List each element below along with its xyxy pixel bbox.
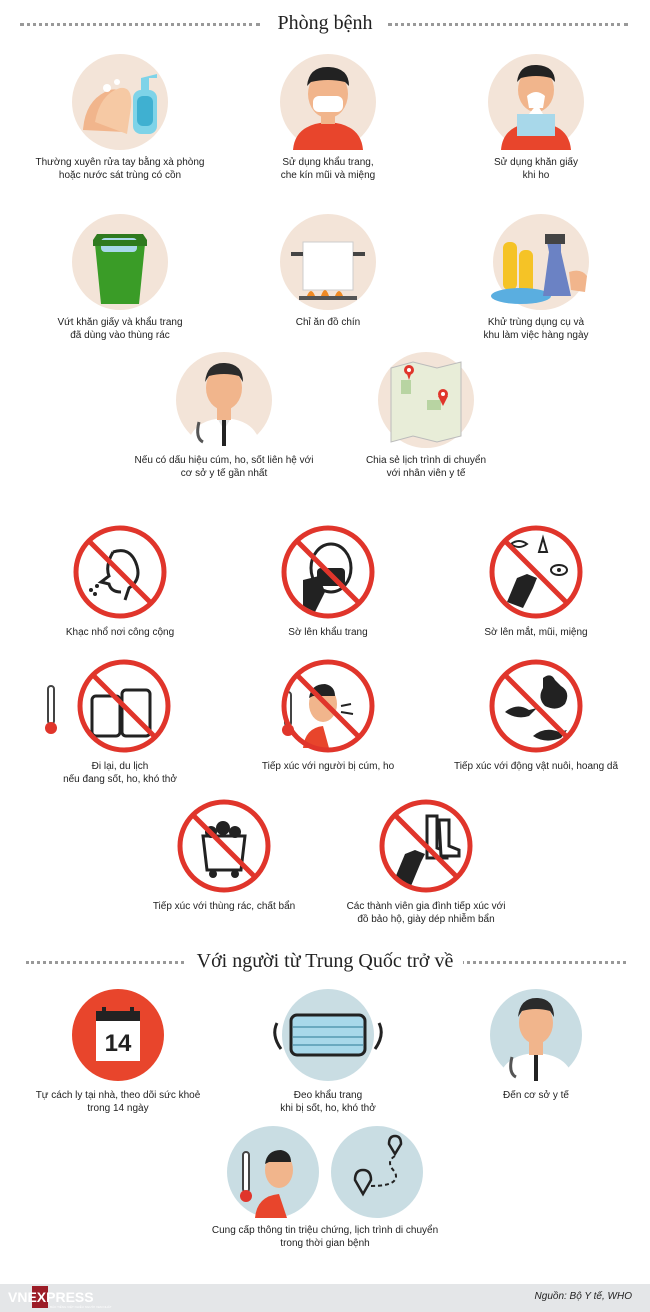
hand-wash-icon — [65, 52, 175, 152]
surgical-mask-icon — [263, 985, 393, 1085]
prevention-item — [124, 350, 324, 480]
returnee-caption: Đeo khẩu trang khi bị sốt, ho, khó thở — [280, 1090, 376, 1114]
face-mask-icon — [273, 52, 383, 152]
prevention-item — [20, 52, 220, 182]
prevention-caption: Sử dụng khăn giấy khi ho — [494, 157, 578, 181]
disinfect-spray-icon — [481, 212, 591, 312]
calendar-icon — [68, 985, 168, 1085]
no-touch-mask-icon — [273, 522, 383, 622]
avoid-caption: Khạc nhổ nơi công cộng — [65, 627, 175, 638]
map-pin-icon — [371, 350, 481, 450]
no-garbage-icon — [169, 796, 279, 896]
doctor-icon — [169, 350, 279, 450]
prevention-title: Phòng bệnh — [268, 12, 383, 34]
avoid-item — [20, 522, 220, 639]
source-note: Nguồn: Bộ Y tế, WHO — [534, 1291, 632, 1302]
no-spitting-icon — [65, 522, 175, 622]
avoid-item — [436, 656, 636, 773]
tissue-icon — [481, 52, 591, 152]
prevention-caption: Chia sẻ lịch trình di chuyển với nhân viên y tế — [365, 455, 487, 479]
returnee-item — [18, 985, 218, 1115]
prevention-item — [20, 212, 220, 342]
returnee-item — [228, 985, 428, 1115]
prevention-caption: Vứt khăn giấy và khẩu trang đã dùng vào thùng rác — [57, 317, 183, 341]
returnees-title: Với người từ Trung Quốc trở về — [187, 950, 464, 972]
prevention-item — [228, 212, 428, 329]
avoid-item — [20, 656, 220, 786]
calendar-number: 14 — [104, 1030, 132, 1057]
avoid-caption: Tiếp xúc với thùng rác, chất bẩn — [152, 901, 296, 912]
no-touch-face-icon — [481, 522, 591, 622]
avoid-item — [124, 796, 324, 913]
symptoms-route-icon — [225, 1124, 425, 1220]
no-contact-sick-icon — [273, 656, 383, 756]
returnee-caption: Tự cách ly tại nhà, theo dõi sức khoẻ trong 14 ngày — [35, 1090, 201, 1114]
no-travel-icon — [40, 656, 200, 756]
prevention-caption: Nếu có dấu hiệu cúm, ho, sốt liên hệ với cơ sở y tế gần nhất — [134, 455, 314, 479]
avoid-caption: Các thành viên gia đình tiếp xúc với đồ bảo hộ, giày dép nhiễm bẩn — [346, 901, 506, 925]
avoid-item — [326, 796, 526, 926]
footer — [0, 1284, 650, 1312]
returnee-item — [436, 985, 636, 1102]
avoid-caption: Đi lại, du lịch nếu đang sốt, ho, khó thở — [63, 761, 177, 785]
avoid-caption: Sờ lên mắt, mũi, miệng — [484, 627, 588, 638]
trash-bin-icon — [65, 212, 175, 312]
avoid-caption: Sờ lên khẩu trang — [288, 627, 368, 638]
prevention-caption: Chỉ ăn đồ chín — [295, 317, 361, 328]
prevention-item — [436, 212, 636, 342]
avoid-item — [228, 522, 428, 639]
doctor-icon — [486, 985, 586, 1085]
vnexpress-logo — [6, 1286, 126, 1310]
returnee-item — [160, 1124, 490, 1250]
returnee-caption: Đến cơ sở y tế — [503, 1090, 569, 1101]
avoid-caption: Tiếp xúc với động vật nuôi, hoang dã — [453, 761, 619, 772]
prevention-caption: Khử trùng dụng cụ và khu làm việc hàng ngày — [483, 317, 589, 341]
prevention-caption: Sử dụng khẩu trang, che kín mũi và miệng — [280, 157, 376, 181]
logo-text: VNEXPRESS — [8, 1289, 94, 1305]
avoid-caption: Tiếp xúc với người bị cúm, ho — [261, 761, 395, 772]
prevention-item — [326, 350, 526, 480]
no-animals-icon — [481, 656, 591, 756]
cooking-pot-icon — [273, 212, 383, 312]
prevention-item — [436, 52, 636, 182]
avoid-item — [436, 522, 636, 639]
avoid-item — [228, 656, 428, 773]
prevention-heading — [0, 8, 650, 38]
returnee-caption: Cung cấp thông tin triệu chứng, lịch trình di chuyển trong thời gian bệnh — [211, 1225, 439, 1249]
returnees-heading — [0, 946, 650, 976]
no-dirty-boots-icon — [371, 796, 481, 896]
prevention-item — [228, 52, 428, 182]
prevention-caption: Thường xuyên rửa tay bằng xà phòng hoặc nước sát trùng có cồn — [35, 157, 205, 181]
logo-subtext: BÁO TIẾNG VIỆT NHIỀU NGƯỜI XEM NHẤT — [50, 1305, 112, 1309]
